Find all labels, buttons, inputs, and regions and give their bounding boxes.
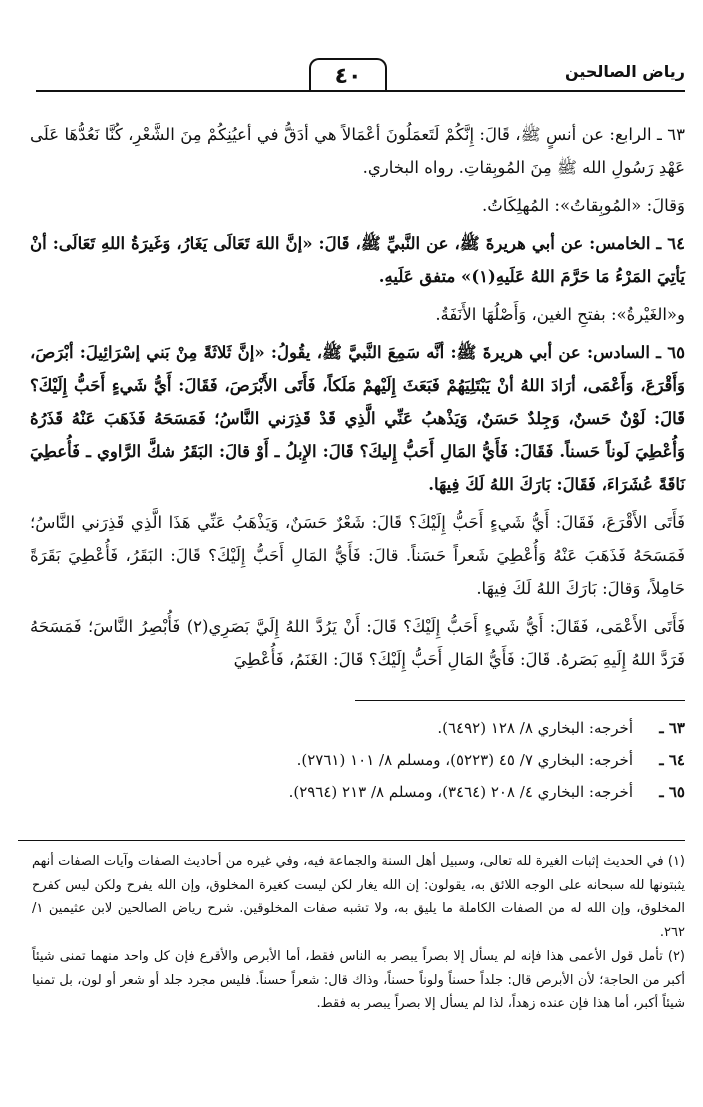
hadith-65: ٦٥ ـ السادس: عن أبي هريرةَ ﷺ: أنَّه سَمِعَ النَّبيَّ ﷺ، يقُولُ: «إنَّ ثَلاثَةً مِنْ بَني إسْرَائِيلَ: أبْرَصَ، وَأَقْرَعَ، وَأَعْمَى، أرَادَ اللهُ أنْ يَبْتَلِيَهُمْ فَبَعَثَ إِلَيْهمْ مَلَكاً، فَأَتَى الأَبْرَصَ، فَقَالَ: أَيُّ شَيءٍ أَحَبُّ إِلَيْكَ؟ قَالَ: لَوْنٌ حَسنٌ، وَجِلدٌ حَسَنٌ، وَيَذْهبُ عَنِّي الَّذِي قَدْ قَذِرَني النَّاسُ؛ فَمَسَحَهُ فَذَهَبَ عَنْهُ قَذَرُهُ وَأُعْطِيَ لَوناً حَسناً. فَقَالَ: فَأَيُّ المَالِ أَحَبُّ إِليكَ؟ قَالَ: الإِبلُ ـ أَوْ قالَ: البَقَرُ شكَّ الرَّاوي ـ فَأُعطِيَ نَاقَةً عُشَرَاءَ، فَقَالَ: بَارَكَ اللهُ لَكَ فِيهَا.: [30, 343, 685, 494]
book-title: رياض الصالحين: [564, 62, 685, 81]
hadith-65-cont-1: فَأَتَى الأَقْرَعَ، فَقَالَ: أَيُّ شَيءٍ أَحَبُّ إِلَيْكَ؟ قَالَ: شَعْرٌ حَسَنٌ، وَيَذْهَبُ عَنِّي هَذَا الَّذِي قَذِرَني النَّاسُ؛ فَمَسَحَهُ فَذَهَبَ عَنْهُ وَأُعْطِيَ شَعراً حَسَناً. قالَ: فَأَيُّ المَالِ أَحَبُّ إِلَيْكَ؟ قَالَ: البَقَرُ، فَأُعْطِيَ بَقَرَةً حَامِلاً، وَقالَ: بَارَكَ اللهُ لَكَ فِيهَا.: [30, 513, 685, 598]
references-rule: [355, 700, 685, 701]
footnotes: [32, 850, 685, 1017]
reference-item: [30, 712, 685, 744]
reference-item: [30, 776, 685, 808]
reference-number: ٦٤ ـ: [659, 751, 685, 769]
reference-number: ٦٥ ـ: [659, 783, 685, 801]
hadith-65-cont-2: فَأَتَى الأَعْمَى، فَقَالَ: أَيُّ شَيءٍ أَحَبُّ إِلَيْكَ؟ قَالَ: أَنْ يَرُدَّ اللهُ إِلَيَّ بَصَرِي(٢) فَأُبْصِرُ النَّاسَ؛ فَمَسَحَهُ فَرَدَّ اللهُ إِلَيهِ بَصَرهُ. قَالَ: فَأَيُّ المَالِ أَحَبُّ إِلَيْكَ؟ قَالَ: الغَنَمُ، فَأُعْطِيَ: [30, 617, 685, 669]
footnote-1: (١) في الحديث إثبات الغيرة لله تعالى، وسبيل أهل السنة والجماعة فيه، وفي غيره من أحاديث الصفات وآيات الصفات أنهم يثبتونها لله سبحانه على الوجه اللائق به، يقولون: إن الله يغار لكن ليست كغيرة المخلوق، وإن الله يفرح ولكن ليس كفرح المخلوق، وإن الله له من الصفات الكاملة ما يليق به، ولا تشبه صفات المخلوقين. شرح رياض الصالحين لابن عثيمين ١/ ٢٦٢.: [32, 854, 685, 940]
hadith-64-gloss: و«الغَيْرةُ»: بفتحِ الغين، وَأَصْلُهَا الأَنَفَةُ.: [435, 305, 685, 324]
reference-text: أخرجه: البخاري ٧/ ٤٥ (٥٢٢٣)، ومسلم ٨/ ١٠١ (٢٧٦١).: [296, 751, 633, 769]
reference-text: أخرجه: البخاري ٤/ ٢٠٨ (٣٤٦٤)، ومسلم ٨/ ٢١٣ (٢٩٦٤).: [288, 783, 633, 801]
references: [30, 712, 685, 808]
reference-number: ٦٣ ـ: [659, 719, 685, 737]
hadith-64: ٦٤ ـ الخامس: عن أبي هريرةَ ﷺ، عن النَّبيِّ ﷺ، قَالَ: «إنَّ اللهَ تَعَالَى يَغَارُ، وَغَيرَةُ اللهِ تَعَالَى: أنْ يَأتِيَ المَرْءُ مَا حَرَّمَ اللهُ عَلَيهِ(١)» متفق عَلَيهِ.: [30, 234, 685, 286]
page-header: [18, 58, 685, 92]
page-number: ٤٠: [309, 58, 387, 92]
main-text: [30, 118, 685, 681]
footnote-2: (٢) تأمل قول الأعمى هذا فإنه لم يسأل إلا بصراً يبصر به الناس فقط، أما الأبرص والأقرع فإن كل واحد منهما تمنى شيئاً أكبر من الحاجة؛ لأن الأبرص قال: جلداً حسناً ولوناً حسناً، وذاك قال: شعراً حسناً. فليس مجرد جلد أو شعر أو لون، بل تمنيا شيئاً أكبر، أما هذا فإن عنده زهداً، لذا لم يسأل إلا بصراً يبصر به فقط.: [32, 949, 685, 1011]
hadith-63-gloss: وَقالَ: «المُوبِقاتُ»: المُهلِكَاتُ.: [482, 196, 685, 215]
reference-text: أخرجه: البخاري ٨/ ١٢٨ (٦٤٩٢).: [437, 719, 633, 737]
reference-item: [30, 744, 685, 776]
hadith-63: ٦٣ ـ الرابع: عن أنسٍ ﷺ، قَالَ: إِنَّكُمْ لَتَعمَلُونَ أعْمَالاً هي أدَقُّ في أعيُنِكُمْ مِنَ الشَّعْرِ، كُنَّا نَعُدُّهَا عَلَى عَهْدِ رَسُولِ الله ﷺ مِنَ المُوبِقاتِ. رواه البخاري.: [30, 125, 685, 177]
notes-rule: [18, 840, 685, 841]
header-rule: [36, 90, 685, 92]
